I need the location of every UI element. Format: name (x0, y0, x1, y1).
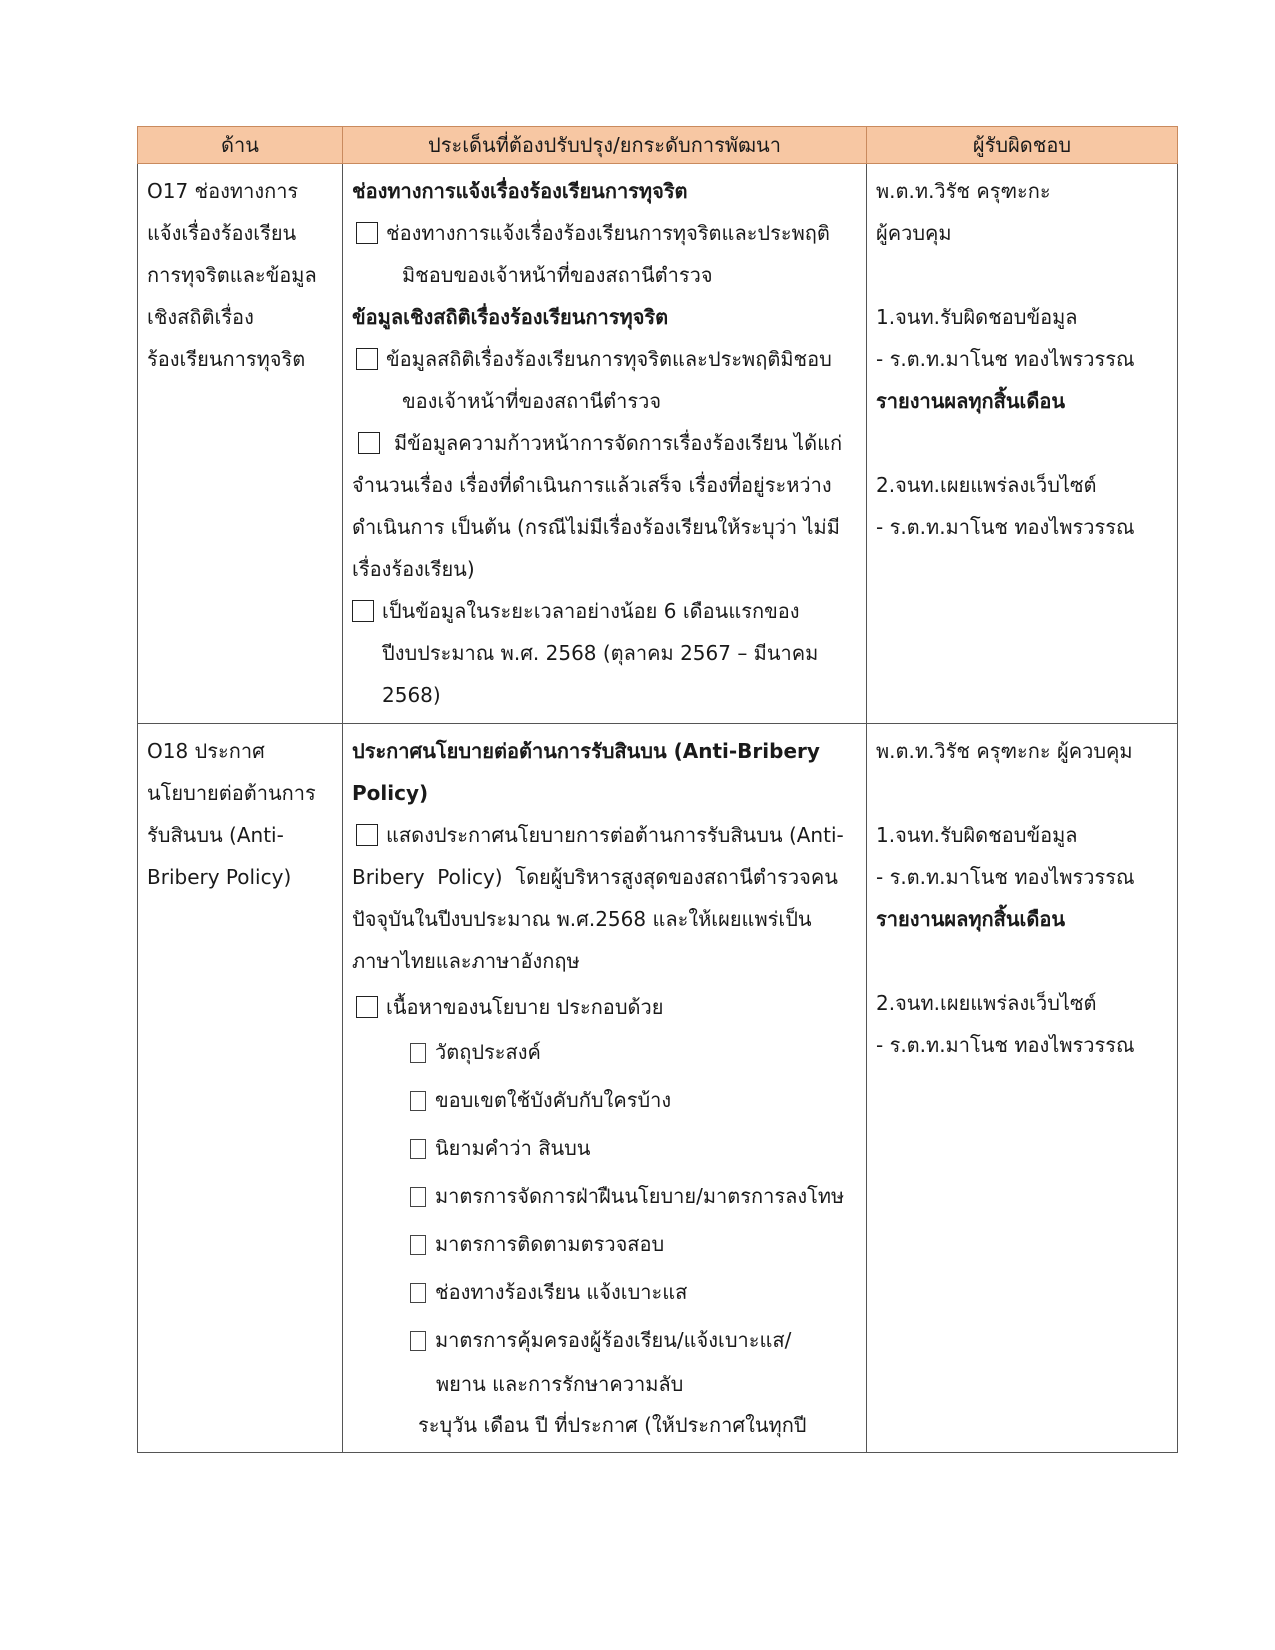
o17-issues-cell (343, 164, 867, 724)
o18-sub-item: ขอบเขตใช้บังคับกับใครบ้าง (352, 1076, 857, 1124)
checkbox-icon[interactable] (352, 600, 374, 622)
o18-item-announce-cont: ภาษาไทยและภาษาอังกฤษ (352, 949, 580, 973)
header-aspect: ด้าน (138, 127, 343, 164)
o18-topic-cell (138, 724, 343, 1453)
o18-sub-item: นิยามคำว่า สินบน (352, 1124, 857, 1172)
o18-item-content: เนื้อหาของนโยบาย ประกอบด้วย (352, 986, 857, 1028)
table-row-o18 (138, 724, 1178, 1453)
improvement-table (137, 126, 1178, 1453)
o17-item-progress-cont: เรื่องร้องเรียน) (352, 557, 475, 581)
web-officer-label: 2.จนท.เผยแพร่ลงเว็บไซต์ (876, 473, 1097, 497)
monthly-report-note: รายงานผลทุกสิ้นเดือน (876, 907, 1066, 931)
checkbox-icon[interactable] (356, 996, 378, 1018)
o18-item-announce: แสดงประกาศนโยบายการต่อต้านการรับสินบน (Anti- (352, 814, 857, 856)
table-row-o17 (138, 164, 1178, 724)
o18-responsible-cell (867, 724, 1178, 1453)
o17-item-channels: ช่องทางการแจ้งเรื่องร้องเรียนการทุจริตและประพฤติ (352, 212, 857, 254)
o17-item-progress-cont: ดำเนินการ เป็นต้น (กรณีไม่มีเรื่องร้องเรียนให้ระบุว่า ไม่มี (352, 515, 840, 539)
o18-sub-item: มาตรการจัดการฝ่าฝืนนโยบาย/มาตรการลงโทษ (352, 1172, 857, 1220)
o17-topic-line: แจ้งเรื่องร้องเรียน (147, 221, 297, 245)
data-officer-label: 1.จนท.รับผิดชอบข้อมูล (876, 823, 1078, 847)
o18-date-note: ระบุวัน เดือน ปี ที่ประกาศ (ให้ประกาศในทุกปี (418, 1413, 807, 1437)
o18-sub-item: มาตรการติดตามตรวจสอบ (352, 1220, 857, 1268)
o18-topic-line: รับสินบน (Anti- (147, 823, 284, 847)
data-officer-name: - ร.ต.ท.มาโนช ทองไพรวรรณ (876, 865, 1135, 889)
o17-responsible-cell (867, 164, 1178, 724)
o17-item-progress: มีข้อมูลความก้าวหน้าการจัดการเรื่องร้องเรียน ได้แก่ (352, 422, 857, 464)
data-officer-name: - ร.ต.ท.มาโนช ทองไพรวรรณ (876, 347, 1135, 371)
o17-item-progress-cont: จำนวนเรื่อง เรื่องที่ดำเนินการแล้วเสร็จ เรื่องที่อยู่ระหว่าง (352, 473, 832, 497)
o18-heading-cont: Policy) (352, 781, 429, 805)
o17-heading-channels: ช่องทางการแจ้งเรื่องร้องเรียนการทุจริต (352, 179, 688, 203)
small-checkbox-icon[interactable] (410, 1043, 426, 1063)
o18-topic-line: นโยบายต่อต้านการ (147, 781, 316, 805)
header-responsible: ผู้รับผิดชอบ (867, 127, 1178, 164)
o17-item-period-cont: ปีงบประมาณ พ.ศ. 2568 (ตุลาคม 2567 – มีนาคม (382, 641, 819, 665)
o17-topic-line: การทุจริตและข้อมูล (147, 263, 317, 287)
web-officer-label: 2.จนท.เผยแพร่ลงเว็บไซต์ (876, 991, 1097, 1015)
o18-sub-item: วัตถุประสงค์ (352, 1028, 857, 1076)
o17-item-period: เป็นข้อมูลในระยะเวลาอย่างน้อย 6 เดือนแรกของ (352, 590, 857, 632)
table-header-row (138, 127, 1178, 164)
o17-topic-line: เชิงสถิติเรื่อง (147, 305, 254, 329)
header-issues: ประเด็นที่ต้องปรับปรุง/ยกระดับการพัฒนา (343, 127, 867, 164)
supervisor-role: ผู้ควบคุม (876, 221, 952, 245)
checkbox-icon[interactable] (358, 432, 380, 454)
web-officer-name: - ร.ต.ท.มาโนช ทองไพรวรรณ (876, 1033, 1135, 1057)
small-checkbox-icon[interactable] (410, 1283, 426, 1303)
o18-item-announce-cont: Bribery Policy) โดยผู้บริหารสูงสุดของสถานีตำรวจคน (352, 865, 838, 889)
o17-item-channels-cont: มิชอบของเจ้าหน้าที่ของสถานีตำรวจ (402, 263, 713, 287)
supervisor-name: พ.ต.ท.วิรัช ครุฑะกะ ผู้ควบคุม (876, 739, 1133, 763)
small-checkbox-icon[interactable] (410, 1187, 426, 1207)
data-officer-label: 1.จนท.รับผิดชอบข้อมูล (876, 305, 1078, 329)
web-officer-name: - ร.ต.ท.มาโนช ทองไพรวรรณ (876, 515, 1135, 539)
o18-sub-item: ช่องทางร้องเรียน แจ้งเบาะแส (352, 1268, 857, 1316)
o17-heading-statistics: ข้อมูลเชิงสถิติเรื่องร้องเรียนการทุจริต (352, 305, 669, 329)
small-checkbox-icon[interactable] (410, 1091, 426, 1111)
o18-topic-line: Bribery Policy) (147, 865, 292, 889)
small-checkbox-icon[interactable] (410, 1235, 426, 1255)
o17-topic-line: O17 ช่องทางการ (147, 179, 299, 203)
o18-issues-cell (343, 724, 867, 1453)
o17-item-statistics: ข้อมูลสถิติเรื่องร้องเรียนการทุจริตและประพฤติมิชอบ (352, 338, 857, 380)
small-checkbox-icon[interactable] (410, 1331, 426, 1351)
checkbox-icon[interactable] (356, 824, 378, 846)
o18-heading: ประกาศนโยบายต่อต้านการรับสินบน (Anti-Bribery (352, 739, 820, 763)
o18-sub-item: มาตรการคุ้มครองผู้ร้องเรียน/แจ้งเบาะแส/ (352, 1316, 857, 1364)
o17-topic-cell (138, 164, 343, 724)
checkbox-icon[interactable] (356, 348, 378, 370)
o18-topic-line: O18 ประกาศ (147, 739, 265, 763)
o17-topic-line: ร้องเรียนการทุจริต (147, 347, 306, 371)
o17-item-statistics-cont: ของเจ้าหน้าที่ของสถานีตำรวจ (402, 389, 662, 413)
checkbox-icon[interactable] (356, 222, 378, 244)
o18-sub-item-cont: พยาน และการรักษาความลับ (436, 1372, 684, 1396)
monthly-report-note: รายงานผลทุกสิ้นเดือน (876, 389, 1066, 413)
small-checkbox-icon[interactable] (410, 1139, 426, 1159)
o17-item-period-cont: 2568) (382, 683, 441, 707)
supervisor-name: พ.ต.ท.วิรัช ครุฑะกะ (876, 179, 1051, 203)
o18-item-announce-cont: ปัจจุบันในปีงบประมาณ พ.ศ.2568 และให้เผยแพร่เป็น (352, 907, 812, 931)
